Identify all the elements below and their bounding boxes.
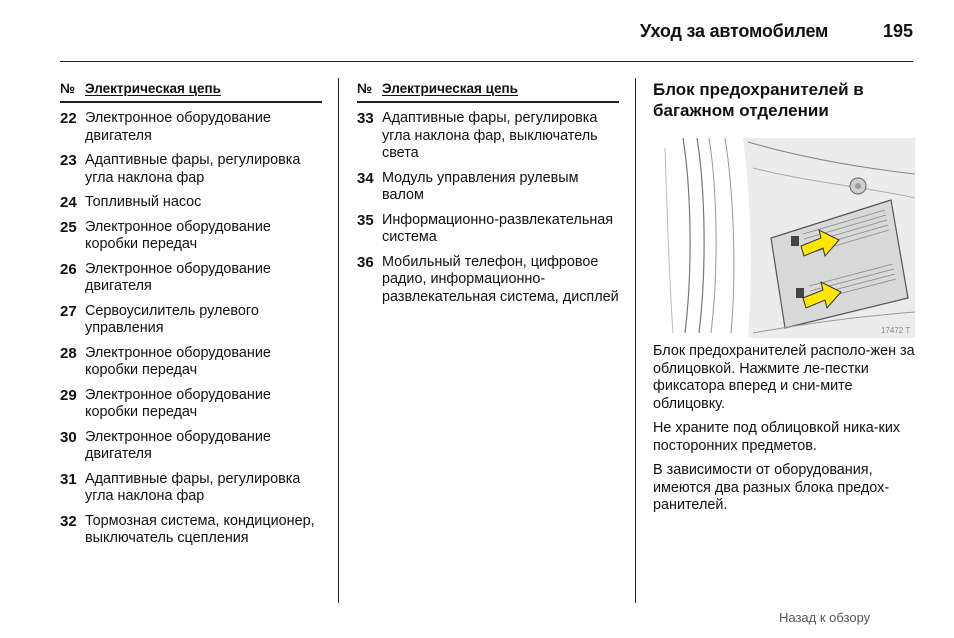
section-heading: Блок предохранителей в багажном отделении (653, 80, 864, 120)
circuit-description: Тормозная система, кондиционер, выключатель сцепления (85, 512, 315, 546)
circuit-description: Адаптивные фары, регулировка угла наклона фар (85, 152, 301, 186)
paragraph: Блок предохранителей располо-жен за облицовкой. Нажмите ле-пестки фиксатора вперед и сни-мите облицовку. (653, 343, 915, 412)
fuse-box-illustration (653, 128, 915, 338)
circuit-description: Адаптивные фары, регулировка угла наклона фар (85, 470, 301, 504)
fuse-number: 35 (357, 211, 374, 229)
circuit-description: Модуль управления рулевым валом (382, 169, 579, 203)
page-number: 195 (882, 21, 913, 41)
fuse-number: 24 (60, 194, 77, 211)
paragraph: Не храните под облицовкой ника-ких посторонних предметов. (653, 420, 901, 454)
fuse-number: 30 (60, 428, 77, 446)
page-header (60, 0, 913, 62)
circuit-description: Топливный насос (85, 194, 202, 210)
fuse-number: 23 (60, 152, 77, 169)
column-header-number: № (60, 81, 76, 96)
fuse-number: 29 (60, 386, 77, 404)
column-header-number: № (357, 81, 373, 96)
circuit-description: Электронное оборудование коробки передач (85, 218, 271, 252)
figure-code: 17472 T (881, 326, 911, 335)
column-header-circuit: Электрическая цепь (85, 81, 221, 96)
table-row (60, 513, 322, 548)
fuse-number: 32 (60, 512, 77, 530)
table-row (60, 194, 322, 212)
column-divider (635, 78, 636, 603)
column-divider (338, 78, 339, 603)
table-row (60, 219, 322, 254)
fuse-number: 36 (357, 253, 374, 271)
circuit-description: Мобильный телефон, цифровое радио, информационно-развлекательная система, дисплей (382, 253, 619, 305)
fuse-number: 25 (60, 218, 77, 236)
fuse-number: 33 (357, 110, 374, 127)
circuit-description: Электронное оборудование коробки передач (85, 386, 271, 420)
fuse-table-right (357, 78, 619, 306)
table-row (60, 110, 322, 145)
section-title: Уход за автомобилем (640, 21, 829, 41)
circuit-description: Информационно-развлекательная система (382, 211, 614, 245)
circuit-description: Адаптивные фары, регулировка угла наклона фар, выключатель света (382, 110, 598, 161)
circuit-description: Электронное оборудование двигателя (85, 260, 271, 294)
table-header (357, 80, 619, 103)
table-row (357, 170, 619, 205)
table-row (357, 110, 619, 163)
fuse-number: 27 (60, 302, 77, 320)
table-row (60, 345, 322, 380)
table-row (60, 152, 322, 187)
fuse-number: 34 (357, 169, 374, 187)
table-row (60, 429, 322, 464)
back-to-overview-link[interactable]: Назад к обзору (779, 610, 871, 625)
fuse-table-left (60, 78, 322, 548)
circuit-description: Сервоусилитель рулевого управления (85, 302, 259, 336)
circuit-description: Электронное оборудование двигателя (85, 428, 271, 462)
table-row (357, 254, 619, 307)
fuse-box-section (653, 78, 915, 522)
circuit-description: Электронное оборудование коробки передач (85, 344, 271, 378)
table-row (357, 212, 619, 247)
paragraph: В зависимости от оборудования, имеются два разных блока предох-ранителей. (653, 462, 890, 513)
table-row (60, 303, 322, 338)
fuse-number: 28 (60, 344, 77, 362)
fuse-number: 26 (60, 260, 77, 278)
table-row (60, 471, 322, 506)
column-header-circuit: Электрическая цепь (382, 81, 518, 96)
table-header (60, 80, 322, 103)
fuse-number: 22 (60, 110, 77, 127)
circuit-description: Электронное оборудование двигателя (85, 110, 271, 144)
fuse-number: 31 (60, 470, 77, 488)
table-row (60, 261, 322, 296)
table-row (60, 387, 322, 422)
